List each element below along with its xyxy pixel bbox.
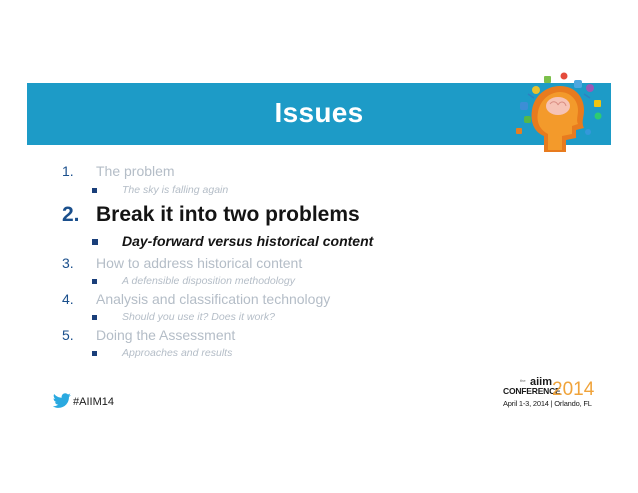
agenda-title: Break it into two problems [96, 203, 360, 226]
agenda-number: 2. [62, 203, 80, 226]
agenda-title: The problem [96, 163, 175, 179]
conference-date: April 1-3, 2014 | Orlando, FL [503, 399, 592, 408]
agenda-subtitle: Should you use it? Does it work? [122, 311, 275, 323]
bullet-icon [92, 315, 97, 320]
agenda-number: 1. [62, 163, 74, 179]
agenda-subtitle: A defensible disposition methodology [122, 275, 295, 287]
agenda-title: Analysis and classification technology [96, 291, 331, 307]
conference-logo [497, 376, 593, 416]
conference-the: the [520, 378, 526, 383]
conference-word: CONFERENCE [503, 386, 561, 396]
agenda-subtitle: Day-forward versus historical content [122, 233, 374, 249]
conference-year: 2014 [552, 379, 595, 400]
bullet-icon [92, 188, 97, 193]
twitter-bird-icon [52, 393, 72, 409]
agenda-title: Doing the Assessment [96, 327, 236, 343]
bullet-icon [92, 239, 98, 245]
agenda-title: How to address historical content [96, 255, 303, 271]
bullet-icon [92, 351, 97, 356]
agenda-number: 5. [62, 327, 74, 343]
agenda-number: 4. [62, 291, 74, 307]
agenda-subtitle: Approaches and results [122, 347, 233, 359]
slide-title: Issues [274, 97, 364, 128]
head-graphic-icon [514, 72, 606, 154]
hashtag: #AIIM14 [73, 396, 114, 408]
conference-brand: aiim [530, 376, 553, 388]
bullet-icon [92, 279, 97, 284]
agenda-subtitle: The sky is falling again [122, 184, 229, 196]
agenda-number: 3. [62, 255, 74, 271]
